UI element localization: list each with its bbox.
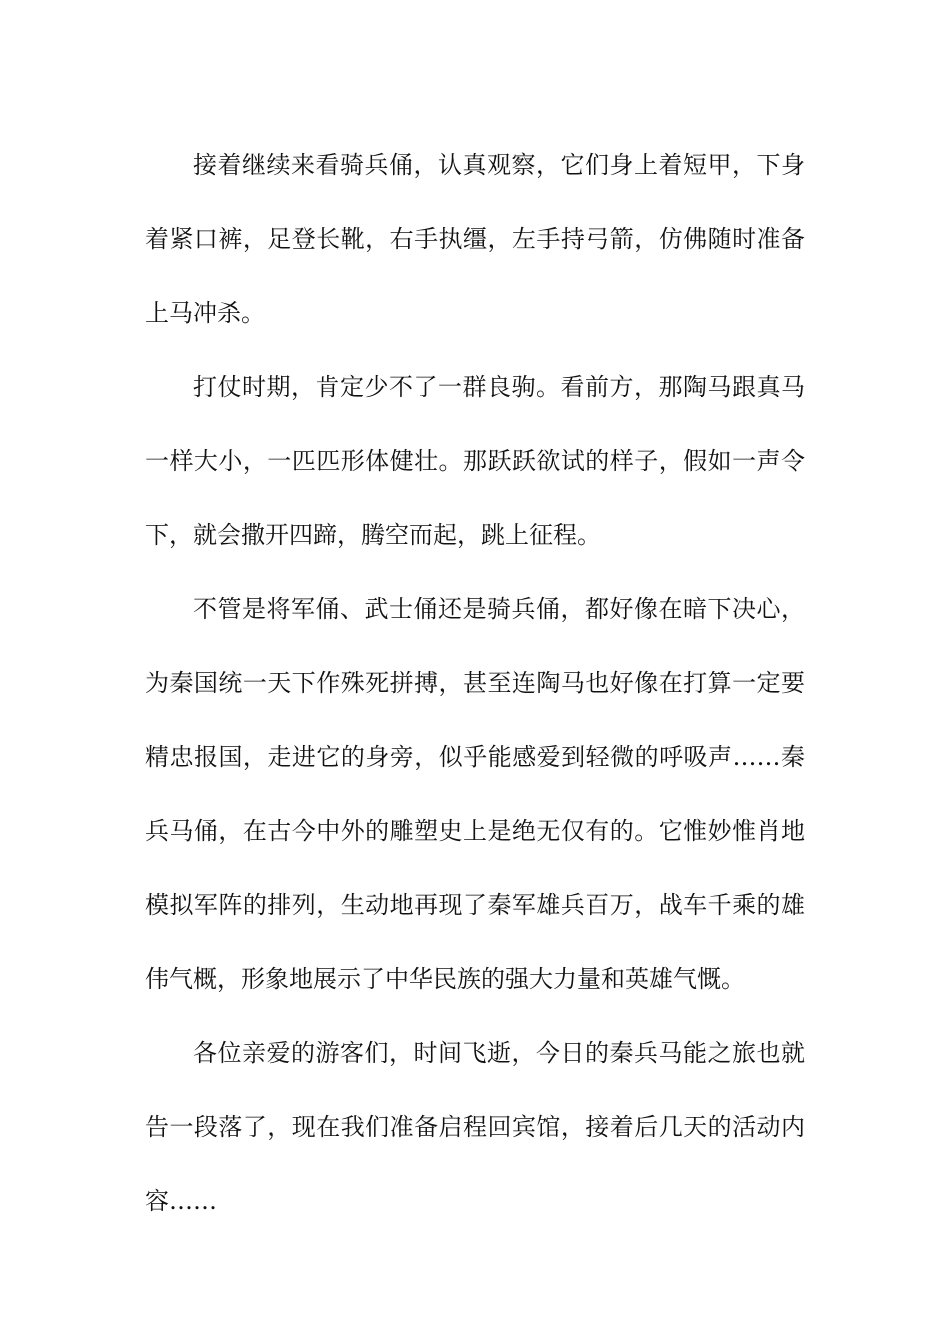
paragraph-pottery-horses: 打仗时期，肯定少不了一群良驹。看前方，那陶马跟真马一样大小，一匹匹形体健壮。那跃跃欲试的样子，假如一声令下，就会撒开四蹄，腾空而起，跳上征程。 [145, 373, 805, 549]
paragraph-cavalry-figures: 接着继续来看骑兵俑，认真观察，它们身上着短甲，下身着紧口裤，足登长靴，右手执缰，左手持弓箭，仿佛随时准备上马冲杀。 [145, 151, 805, 327]
document-body [145, 128, 805, 1238]
paragraph-tour-closing: 各位亲爱的游客们，时间飞逝，今日的秦兵马能之旅也就告一段落了，现在我们准备启程回宾馆，接着后几天的活动内容…… [145, 1039, 805, 1215]
paragraph-terracotta-army: 不管是将军俑、武士俑还是骑兵俑，都好像在暗下决心，为秦国统一天下作殊死拼搏，甚至连陶马也好像在打算一定要精忠报国，走进它的身旁，似乎能感爱到轻微的呼吸声……秦兵马俑，在古今中外的雕塑史上是绝无仅有的。它惟妙惟肖地模拟军阵的排列，生动地再现了秦军雄兵百万，战车千乘的雄伟气概，形象地展示了中华民族的强大力量和英雄气慨。 [145, 595, 805, 993]
